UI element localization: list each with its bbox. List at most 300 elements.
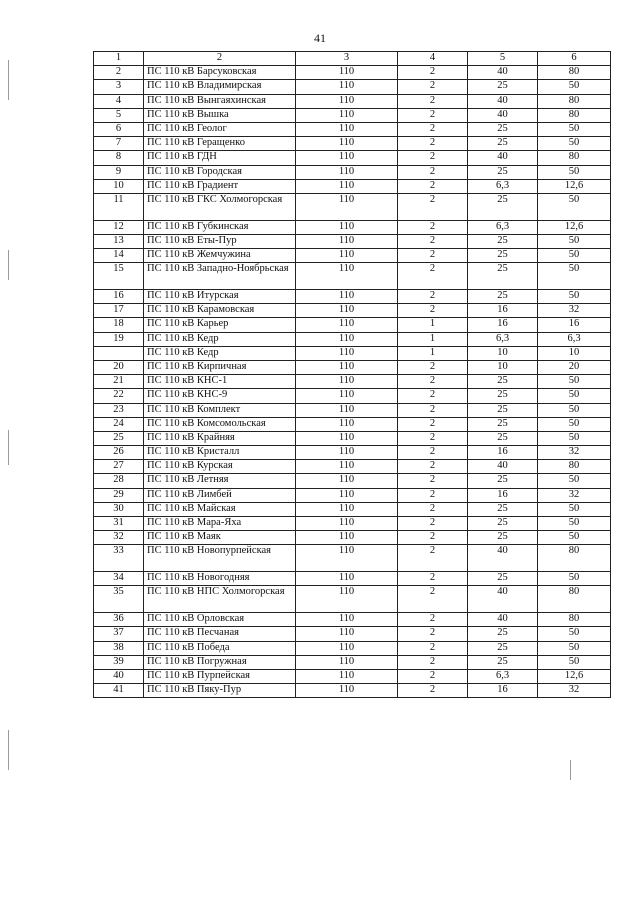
count-cell: 2 — [398, 572, 468, 586]
power-cell: 6,3 — [468, 220, 538, 234]
voltage-cell: 110 — [296, 375, 398, 389]
substation-name-cell: ПС 110 кВ Курская — [144, 460, 296, 474]
count-cell: 2 — [398, 304, 468, 318]
count-cell: 2 — [398, 641, 468, 655]
row-number-cell: 6 — [94, 122, 144, 136]
row-number-cell: 23 — [94, 403, 144, 417]
count-cell: 2 — [398, 586, 468, 613]
table-row — [94, 460, 611, 474]
voltage-cell: 110 — [296, 545, 398, 572]
voltage-cell: 110 — [296, 517, 398, 531]
count-cell: 1 — [398, 346, 468, 360]
count-cell: 2 — [398, 290, 468, 304]
voltage-cell: 110 — [296, 346, 398, 360]
voltage-cell: 110 — [296, 263, 398, 290]
table-row — [94, 304, 611, 318]
total-power-cell: 50 — [538, 80, 611, 94]
row-number-cell: 26 — [94, 446, 144, 460]
power-cell: 25 — [468, 375, 538, 389]
count-cell: 2 — [398, 108, 468, 122]
power-cell: 25 — [468, 80, 538, 94]
row-number-cell: 41 — [94, 684, 144, 698]
table-row — [94, 627, 611, 641]
voltage-cell: 110 — [296, 389, 398, 403]
table-row — [94, 263, 611, 290]
table-row — [94, 346, 611, 360]
total-power-cell: 80 — [538, 66, 611, 80]
row-number-cell: 22 — [94, 389, 144, 403]
table-row — [94, 502, 611, 516]
power-cell: 25 — [468, 517, 538, 531]
total-power-cell: 80 — [538, 151, 611, 165]
row-number-cell: 34 — [94, 572, 144, 586]
power-cell: 25 — [468, 572, 538, 586]
voltage-cell: 110 — [296, 80, 398, 94]
count-cell: 2 — [398, 66, 468, 80]
voltage-cell: 110 — [296, 488, 398, 502]
power-cell: 40 — [468, 460, 538, 474]
total-power-cell: 80 — [538, 108, 611, 122]
substation-name-cell: ПС 110 кВ Орловская — [144, 613, 296, 627]
power-cell: 6,3 — [468, 332, 538, 346]
substation-name-cell: ПС 110 кВ Западно-Ноябрьская — [144, 263, 296, 290]
table-body — [94, 52, 611, 698]
voltage-cell: 110 — [296, 417, 398, 431]
row-number-cell: 9 — [94, 165, 144, 179]
row-number-cell: 40 — [94, 669, 144, 683]
total-power-cell: 6,3 — [538, 332, 611, 346]
voltage-cell: 110 — [296, 360, 398, 374]
total-power-cell: 50 — [538, 234, 611, 248]
total-power-cell: 32 — [538, 684, 611, 698]
row-number-cell: 24 — [94, 417, 144, 431]
row-number-cell: 31 — [94, 517, 144, 531]
voltage-cell: 110 — [296, 179, 398, 193]
voltage-cell: 110 — [296, 655, 398, 669]
total-power-cell: 50 — [538, 655, 611, 669]
voltage-cell: 110 — [296, 137, 398, 151]
table-row — [94, 80, 611, 94]
count-cell: 2 — [398, 417, 468, 431]
power-cell: 40 — [468, 151, 538, 165]
power-cell: 16 — [468, 304, 538, 318]
substation-name-cell: ПС 110 кВ Итурская — [144, 290, 296, 304]
total-power-cell: 50 — [538, 431, 611, 445]
power-cell: 25 — [468, 431, 538, 445]
total-power-cell: 50 — [538, 375, 611, 389]
count-cell: 2 — [398, 263, 468, 290]
substation-name-cell: ПС 110 кВ КНС-9 — [144, 389, 296, 403]
table-row — [94, 417, 611, 431]
power-cell: 40 — [468, 545, 538, 572]
table-row — [94, 431, 611, 445]
row-number-cell: 38 — [94, 641, 144, 655]
table-row — [94, 290, 611, 304]
table-row — [94, 586, 611, 613]
scan-mark — [8, 60, 9, 100]
power-cell: 40 — [468, 66, 538, 80]
substation-name-cell: ПС 110 кВ Майская — [144, 502, 296, 516]
table-row — [94, 332, 611, 346]
voltage-cell: 110 — [296, 165, 398, 179]
row-number-cell — [94, 346, 144, 360]
scan-mark — [570, 760, 571, 780]
substation-name-cell: ПС 110 кВ Карьер — [144, 318, 296, 332]
substations-table — [93, 51, 611, 698]
count-cell: 2 — [398, 613, 468, 627]
voltage-cell: 110 — [296, 586, 398, 613]
voltage-cell: 110 — [296, 641, 398, 655]
substation-name-cell: ПС 110 кВ Пурпейская — [144, 669, 296, 683]
power-cell: 10 — [468, 346, 538, 360]
voltage-cell: 110 — [296, 627, 398, 641]
table-row — [94, 249, 611, 263]
table-row — [94, 375, 611, 389]
substation-name-cell: ПС 110 кВ Карамовская — [144, 304, 296, 318]
total-power-cell: 50 — [538, 263, 611, 290]
power-cell: 25 — [468, 641, 538, 655]
voltage-cell: 110 — [296, 193, 398, 220]
count-cell: 2 — [398, 531, 468, 545]
substation-name-cell: ПС 110 кВ Комсомольская — [144, 417, 296, 431]
substation-name-cell: ПС 110 кВ Жемчужина — [144, 249, 296, 263]
total-power-cell: 50 — [538, 193, 611, 220]
total-power-cell: 50 — [538, 641, 611, 655]
power-cell: 10 — [468, 360, 538, 374]
power-cell: 16 — [468, 488, 538, 502]
power-cell: 25 — [468, 122, 538, 136]
voltage-cell: 110 — [296, 684, 398, 698]
total-power-cell: 10 — [538, 346, 611, 360]
voltage-cell: 110 — [296, 290, 398, 304]
substation-name-cell: ПС 110 кВ ГДН — [144, 151, 296, 165]
row-number-cell: 3 — [94, 80, 144, 94]
voltage-cell: 110 — [296, 220, 398, 234]
power-cell: 25 — [468, 290, 538, 304]
substation-name-cell: ПС 110 кВ Кедр — [144, 346, 296, 360]
voltage-cell: 110 — [296, 304, 398, 318]
table-row — [94, 66, 611, 80]
voltage-cell: 110 — [296, 66, 398, 80]
total-power-cell: 50 — [538, 627, 611, 641]
voltage-cell: 110 — [296, 474, 398, 488]
count-cell: 2 — [398, 234, 468, 248]
substation-name-cell: ПС 110 кВ Кирпичная — [144, 360, 296, 374]
substation-name-cell: ПС 110 кВ ГКС Холмогорская — [144, 193, 296, 220]
total-power-cell: 50 — [538, 137, 611, 151]
count-cell: 2 — [398, 220, 468, 234]
total-power-cell: 12,6 — [538, 179, 611, 193]
total-power-cell: 16 — [538, 318, 611, 332]
power-cell: 25 — [468, 403, 538, 417]
total-power-cell: 50 — [538, 290, 611, 304]
substation-name-cell: ПС 110 кВ Вышка — [144, 108, 296, 122]
header-cell: 5 — [468, 52, 538, 66]
table-row — [94, 220, 611, 234]
substation-name-cell: ПС 110 кВ Геолог — [144, 122, 296, 136]
voltage-cell: 110 — [296, 446, 398, 460]
count-cell: 2 — [398, 446, 468, 460]
row-number-cell: 29 — [94, 488, 144, 502]
row-number-cell: 25 — [94, 431, 144, 445]
substation-name-cell: ПС 110 кВ Песчаная — [144, 627, 296, 641]
total-power-cell: 50 — [538, 474, 611, 488]
power-cell: 25 — [468, 137, 538, 151]
substation-name-cell: ПС 110 кВ Маяк — [144, 531, 296, 545]
count-cell: 1 — [398, 332, 468, 346]
table-row — [94, 531, 611, 545]
table-row — [94, 613, 611, 627]
voltage-cell: 110 — [296, 108, 398, 122]
substation-name-cell: ПС 110 кВ Еты-Пур — [144, 234, 296, 248]
total-power-cell: 32 — [538, 488, 611, 502]
row-number-cell: 4 — [94, 94, 144, 108]
count-cell: 2 — [398, 151, 468, 165]
total-power-cell: 80 — [538, 460, 611, 474]
header-cell: 4 — [398, 52, 468, 66]
voltage-cell: 110 — [296, 572, 398, 586]
total-power-cell: 12,6 — [538, 669, 611, 683]
total-power-cell: 50 — [538, 531, 611, 545]
row-number-cell: 35 — [94, 586, 144, 613]
substation-name-cell: ПС 110 кВ Мара-Яха — [144, 517, 296, 531]
count-cell: 2 — [398, 137, 468, 151]
table-row — [94, 684, 611, 698]
table-row — [94, 389, 611, 403]
table-row — [94, 94, 611, 108]
table-row — [94, 360, 611, 374]
count-cell: 2 — [398, 389, 468, 403]
substation-name-cell: ПС 110 кВ Крайняя — [144, 431, 296, 445]
row-number-cell: 12 — [94, 220, 144, 234]
row-number-cell: 7 — [94, 137, 144, 151]
total-power-cell: 20 — [538, 360, 611, 374]
substation-name-cell: ПС 110 кВ КНС-1 — [144, 375, 296, 389]
total-power-cell: 50 — [538, 572, 611, 586]
power-cell: 40 — [468, 108, 538, 122]
count-cell: 2 — [398, 403, 468, 417]
row-number-cell: 37 — [94, 627, 144, 641]
table-row — [94, 234, 611, 248]
total-power-cell: 50 — [538, 389, 611, 403]
table-row — [94, 165, 611, 179]
row-number-cell: 28 — [94, 474, 144, 488]
power-cell: 25 — [468, 263, 538, 290]
table-row — [94, 179, 611, 193]
row-number-cell: 30 — [94, 502, 144, 516]
total-power-cell: 12,6 — [538, 220, 611, 234]
substation-name-cell: ПС 110 кВ Новогодняя — [144, 572, 296, 586]
substation-name-cell: ПС 110 кВ Комплект — [144, 403, 296, 417]
count-cell: 2 — [398, 122, 468, 136]
table-row — [94, 474, 611, 488]
substation-name-cell: ПС 110 кВ Губкинская — [144, 220, 296, 234]
count-cell: 2 — [398, 655, 468, 669]
power-cell: 25 — [468, 417, 538, 431]
power-cell: 6,3 — [468, 669, 538, 683]
substation-name-cell: ПС 110 кВ Вынгаяхинская — [144, 94, 296, 108]
row-number-cell: 19 — [94, 332, 144, 346]
substation-name-cell: ПС 110 кВ НПС Холмогорская — [144, 586, 296, 613]
table-row — [94, 488, 611, 502]
voltage-cell: 110 — [296, 332, 398, 346]
table-row — [94, 403, 611, 417]
page-number: 41 — [314, 31, 326, 45]
total-power-cell: 50 — [538, 403, 611, 417]
power-cell: 25 — [468, 389, 538, 403]
power-cell: 25 — [468, 249, 538, 263]
power-cell: 25 — [468, 531, 538, 545]
power-cell: 25 — [468, 627, 538, 641]
table-row — [94, 108, 611, 122]
row-number-cell: 2 — [94, 66, 144, 80]
table-row — [94, 572, 611, 586]
voltage-cell: 110 — [296, 318, 398, 332]
count-cell: 2 — [398, 488, 468, 502]
substation-name-cell: ПС 110 кВ Летняя — [144, 474, 296, 488]
power-cell: 6,3 — [468, 179, 538, 193]
voltage-cell: 110 — [296, 502, 398, 516]
row-number-cell: 10 — [94, 179, 144, 193]
count-cell: 2 — [398, 360, 468, 374]
total-power-cell: 80 — [538, 545, 611, 572]
row-number-cell: 16 — [94, 290, 144, 304]
count-cell: 2 — [398, 517, 468, 531]
table-row — [94, 446, 611, 460]
row-number-cell: 32 — [94, 531, 144, 545]
row-number-cell: 33 — [94, 545, 144, 572]
count-cell: 2 — [398, 474, 468, 488]
power-cell: 40 — [468, 586, 538, 613]
table-row — [94, 655, 611, 669]
header-cell: 6 — [538, 52, 611, 66]
scan-mark — [8, 250, 9, 280]
total-power-cell: 80 — [538, 586, 611, 613]
count-cell: 2 — [398, 165, 468, 179]
row-number-cell: 17 — [94, 304, 144, 318]
voltage-cell: 110 — [296, 249, 398, 263]
count-cell: 2 — [398, 249, 468, 263]
power-cell: 25 — [468, 193, 538, 220]
scan-mark — [8, 430, 9, 465]
power-cell: 16 — [468, 318, 538, 332]
substation-name-cell: ПС 110 кВ Кедр — [144, 332, 296, 346]
table-row — [94, 517, 611, 531]
total-power-cell: 50 — [538, 417, 611, 431]
header-cell: 1 — [94, 52, 144, 66]
total-power-cell: 50 — [538, 122, 611, 136]
header-row — [94, 52, 611, 66]
table-row — [94, 641, 611, 655]
substation-name-cell: ПС 110 кВ Победа — [144, 641, 296, 655]
power-cell: 40 — [468, 94, 538, 108]
substation-name-cell: ПС 110 кВ Барсуковская — [144, 66, 296, 80]
row-number-cell: 20 — [94, 360, 144, 374]
total-power-cell: 50 — [538, 249, 611, 263]
row-number-cell: 21 — [94, 375, 144, 389]
power-cell: 25 — [468, 165, 538, 179]
row-number-cell: 13 — [94, 234, 144, 248]
power-cell: 16 — [468, 446, 538, 460]
substation-name-cell: ПС 110 кВ Геращенко — [144, 137, 296, 151]
count-cell: 1 — [398, 318, 468, 332]
table-row — [94, 122, 611, 136]
power-cell: 25 — [468, 474, 538, 488]
count-cell: 2 — [398, 431, 468, 445]
voltage-cell: 110 — [296, 460, 398, 474]
power-cell: 40 — [468, 613, 538, 627]
count-cell: 2 — [398, 502, 468, 516]
total-power-cell: 32 — [538, 446, 611, 460]
count-cell: 2 — [398, 460, 468, 474]
table-row — [94, 193, 611, 220]
substation-name-cell: ПС 110 кВ Городская — [144, 165, 296, 179]
substation-name-cell: ПС 110 кВ Кристалл — [144, 446, 296, 460]
substation-name-cell: ПС 110 кВ Новопурпейская — [144, 545, 296, 572]
power-cell: 25 — [468, 655, 538, 669]
substation-name-cell: ПС 110 кВ Погружная — [144, 655, 296, 669]
count-cell: 2 — [398, 669, 468, 683]
count-cell: 2 — [398, 545, 468, 572]
voltage-cell: 110 — [296, 669, 398, 683]
voltage-cell: 110 — [296, 613, 398, 627]
table-row — [94, 318, 611, 332]
total-power-cell: 50 — [538, 165, 611, 179]
row-number-cell: 11 — [94, 193, 144, 220]
count-cell: 2 — [398, 193, 468, 220]
voltage-cell: 110 — [296, 531, 398, 545]
count-cell: 2 — [398, 80, 468, 94]
total-power-cell: 80 — [538, 94, 611, 108]
header-cell: 3 — [296, 52, 398, 66]
voltage-cell: 110 — [296, 403, 398, 417]
power-cell: 25 — [468, 502, 538, 516]
total-power-cell: 80 — [538, 613, 611, 627]
power-cell: 25 — [468, 234, 538, 248]
voltage-cell: 110 — [296, 431, 398, 445]
count-cell: 2 — [398, 179, 468, 193]
substation-name-cell: ПС 110 кВ Пяку-Пур — [144, 684, 296, 698]
voltage-cell: 110 — [296, 94, 398, 108]
row-number-cell: 39 — [94, 655, 144, 669]
row-number-cell: 36 — [94, 613, 144, 627]
row-number-cell: 27 — [94, 460, 144, 474]
header-cell: 2 — [144, 52, 296, 66]
voltage-cell: 110 — [296, 122, 398, 136]
substation-name-cell: ПС 110 кВ Владимирская — [144, 80, 296, 94]
row-number-cell: 18 — [94, 318, 144, 332]
scan-mark — [8, 730, 9, 770]
voltage-cell: 110 — [296, 234, 398, 248]
table-row — [94, 151, 611, 165]
table-row — [94, 545, 611, 572]
count-cell: 2 — [398, 627, 468, 641]
row-number-cell: 15 — [94, 263, 144, 290]
voltage-cell: 110 — [296, 151, 398, 165]
row-number-cell: 5 — [94, 108, 144, 122]
row-number-cell: 14 — [94, 249, 144, 263]
row-number-cell: 8 — [94, 151, 144, 165]
total-power-cell: 50 — [538, 502, 611, 516]
substation-name-cell: ПС 110 кВ Градиент — [144, 179, 296, 193]
count-cell: 2 — [398, 684, 468, 698]
count-cell: 2 — [398, 94, 468, 108]
table-row — [94, 669, 611, 683]
count-cell: 2 — [398, 375, 468, 389]
substation-name-cell: ПС 110 кВ Лимбей — [144, 488, 296, 502]
total-power-cell: 32 — [538, 304, 611, 318]
power-cell: 16 — [468, 684, 538, 698]
